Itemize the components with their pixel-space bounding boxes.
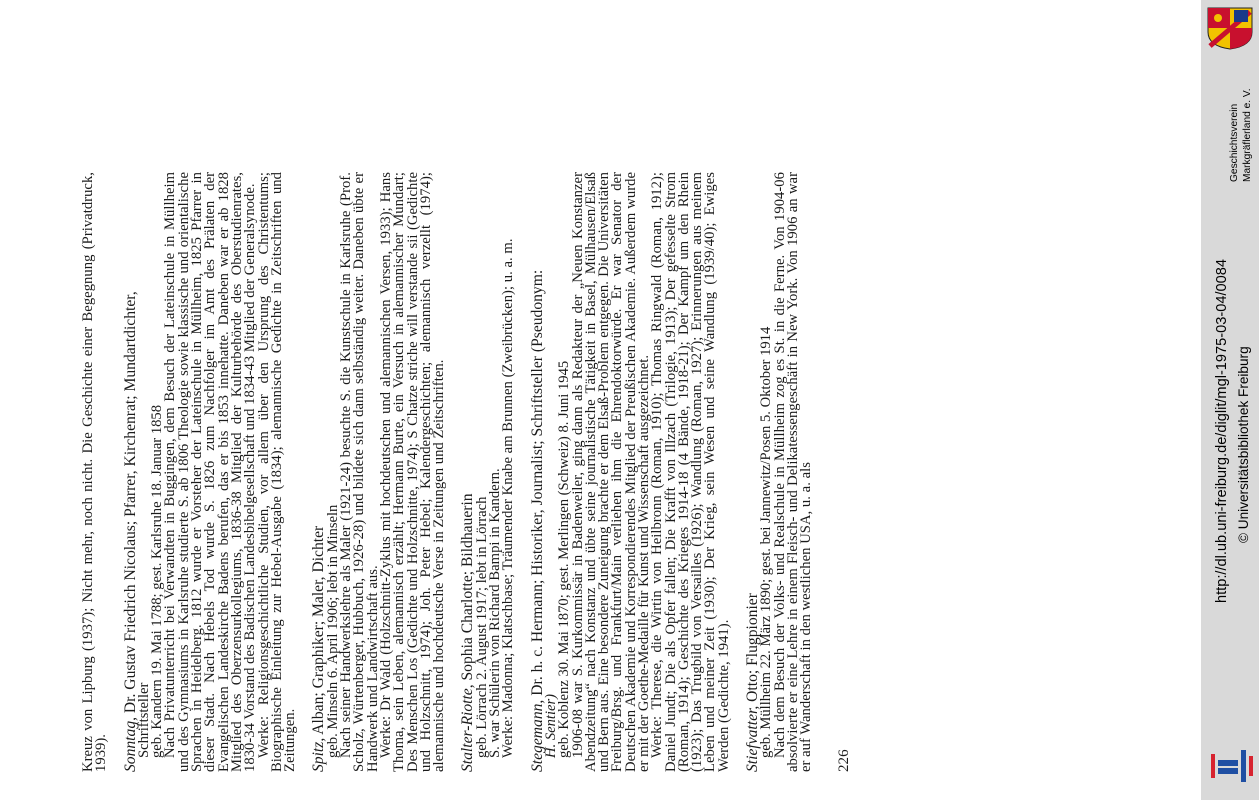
entry-works: Werke: Therese, die Wirtin von Heilbronn (Roman, 1910); Thomas Ringwald (Roman, 1912); Daniel Jundt; Die als Opfer fallen; Die Krafft von Illzach (Trilogie, 1913); Der gefesselte Strom (Roman, 1914); Geschichte des Krieges 1914-18 (4 Bände, 1918-21); Der Kampf um den Rhein (1923); Das Trugbild von Versailles (1926); Wandlung (Roman, 1927); Erinnerungen aus meinem Leben und meiner Zeit (1930); Der Krieg, sein Wesen und seine Wandlung (1939/40); Ewiges Werden (Gedichte, 1941). [649, 172, 732, 772]
entry-name: Stiefvatter, [744, 705, 762, 772]
scanned-page [0, 10, 1195, 790]
entry-works: Werke: Religionsgeschichtliche Studien, vor allem über den Ursprung des Christentums; Biographische Einleitung zur Hebel-Ausgabe (1834); alemannische Gedichte in Zeitschriften und Zeitungen. [255, 172, 299, 772]
entry-name: Spitz, [310, 737, 328, 772]
entry-title: Dr. Gustav Friedrich Nicolaus; Pfarrer, Kirchenrat; Mundartdichter, [121, 291, 139, 717]
entry-body: Nach Privatunterricht bei Verwandten in Buggingen, dem Besuch der Lateinschule in Müllheim und des Gymnasiums in Karlsruhe studierte S. ab 1806 Theologie sowie klassische und orientalische Sprachen in Heidelberg. 1812 wurde er Vorsteher der Lateinschule in Müllheim, 1825 Pfarrer in dieser Stadt. Nach Hebels Tod wurde S. 1826 zum Nachfolger im Amt des Prälaten der Evangelischen Landeskirche Badens berufen, das er bis 1853 innehatte. Daneben war er ab 1828 Mitglied des Oberzensurkollegiums, 1836-38 Mitglied der Kulturbehörde des Oberstudienrates, 1830-34 Vorstand des Badischen Landesbibelgesellschaft und 1834-43 Mitglied der Generalsynode. [162, 172, 259, 772]
entry-stalter-riotte [461, 172, 515, 772]
entry-title: Alban; Graphiker; Maler, Dichter [310, 525, 328, 738]
society-name-line1: Geschichtsverein [1229, 103, 1240, 182]
entry-spitz [312, 172, 446, 772]
intro-paragraph: Kreuz von Lipburg (1937); Nicht mehr, noch nicht. Die Geschichte einer Begegnung (Privatdruck, 1939). [80, 172, 110, 772]
entry-dates: geb. Müllheim 22. März 1890; gest. bei Jannewitz/Posen 5. Oktober 1914 [758, 326, 775, 758]
entry-dates: geb. Koblenz 30. Mai 1870; gest. Merlingen (Schweiz) 8. Juni 1945 [556, 360, 573, 758]
entry-works: Werke: Dr Wald (Holzschnitt-Zyklus mit hochdeutschen und alemannischen Versen, 1933); Hans Thoma, sein Leben, alemannisch erzählt; Hermann Burte, ein Versuch in alemannischer Mundart; Des Menschen Los (Gedichte und Holzschnitte, 1974); S Chatze striche will verstande sii (Gedichte und Holzschnitt, 1974); Joh. Peter Hebel; Kalendergeschichten; alemannisch verzellt (1974); alemannische und hochdeutsche Verse in Zeitungen und Zeitschriften. [377, 172, 448, 772]
entry-dates: geb. Kandern 19. Mai 1788; gest. Karlsruhe 18. Januar 1858 [149, 404, 166, 758]
society-name-line2: Markgräflerland e. V. [1242, 88, 1253, 182]
document-url-link[interactable]: http://dl.ub.uni-freiburg.de/diglit/mgl-1975-03-04/0084 [1214, 259, 1230, 603]
ub-freiburg-logo-icon [1209, 746, 1255, 786]
page-text-column [82, 172, 851, 772]
entry-body: 1906-08 war S. Kurkommissär in Badenweiler, ging dann als Redakteur der „Neuen Konstanzer Abendzeitung“ nach Konstanz und übte seine journalistische Tätigkeit in Basel, Mülhausen/Elsaß und Bern aus. Eine besondere Zuneigung brachte er dem Elsaß-Problem entgegen. Die Universitäten Freiburg/Brsg. und Frankfurt/Main verliehen ihm die Ehrendoktorwürde. Er war Senator der Deutschen Akademie und Korrespondierendes Mitglied der Preußischen Akademie. Außerdem wurde er mit der Goethe-Medaille für Kunst und Wissenschaft ausgezeichnet. [569, 172, 652, 772]
entry-body: S. war Schülerin von Richard Bampi in Kandern. [487, 468, 504, 758]
entry-title-cont: Schriftsteller [135, 682, 152, 758]
copyright-notice: © Universitätsbibliothek Freiburg [1236, 346, 1251, 543]
entry-stegemann [528, 172, 732, 772]
entry-dates: geb. Minseln 6. April 1906; lebt in Minseln [324, 504, 341, 758]
entry-title: Dr. h. c. Hermann; Historiker, Journalist; Schriftsteller (Pseudonym: [528, 269, 546, 700]
entry-name: Stegemann, [528, 699, 546, 772]
entry-body: Nach dem Besuch der Volks- und Realschule in Müllheim zog es St. in die Ferne. Von 1904-06 absolvierte er eine Lehre in einem Fleisch- und Delikatessengeschäft in New York. Von 1906 an war er auf Wanderschaft in den westlichen USA, u. a. als [771, 172, 815, 772]
coat-of-arms-icon [1206, 6, 1254, 50]
entry-works: Werke: Madonna; Klatschbase; Träumender Knabe am Brunnen (Zweibrücken); u. a. m. [500, 238, 517, 758]
entry-body: Nach seiner Handwerkslehre als Maler (1921-24) besuchte S. die Kunstschule in Karlsruhe (Prof. Scholz, Würtenberger, Hubbuch, 1926-28) und bildete sich dann selbständig weiter. Daneben übte er Handwerk und Landwirtschaft aus. [338, 172, 381, 772]
entry-title-cont: H. Sentier) [542, 693, 559, 758]
page-number: 226 [835, 749, 852, 772]
entry-dates: geb. Lörrach 2. August 1917; lebt in Lörrach [473, 496, 490, 758]
entry-title: Otto; Flugpionier [744, 593, 762, 706]
entry-stiefvatter [746, 172, 813, 772]
entry-sonntag [121, 172, 299, 772]
entry-title: Sophia Charlotte; Bildhauerin [459, 493, 477, 685]
entry-name: Sonntag, [121, 716, 139, 772]
entry-name: Stalter-Riotte, [459, 684, 477, 772]
